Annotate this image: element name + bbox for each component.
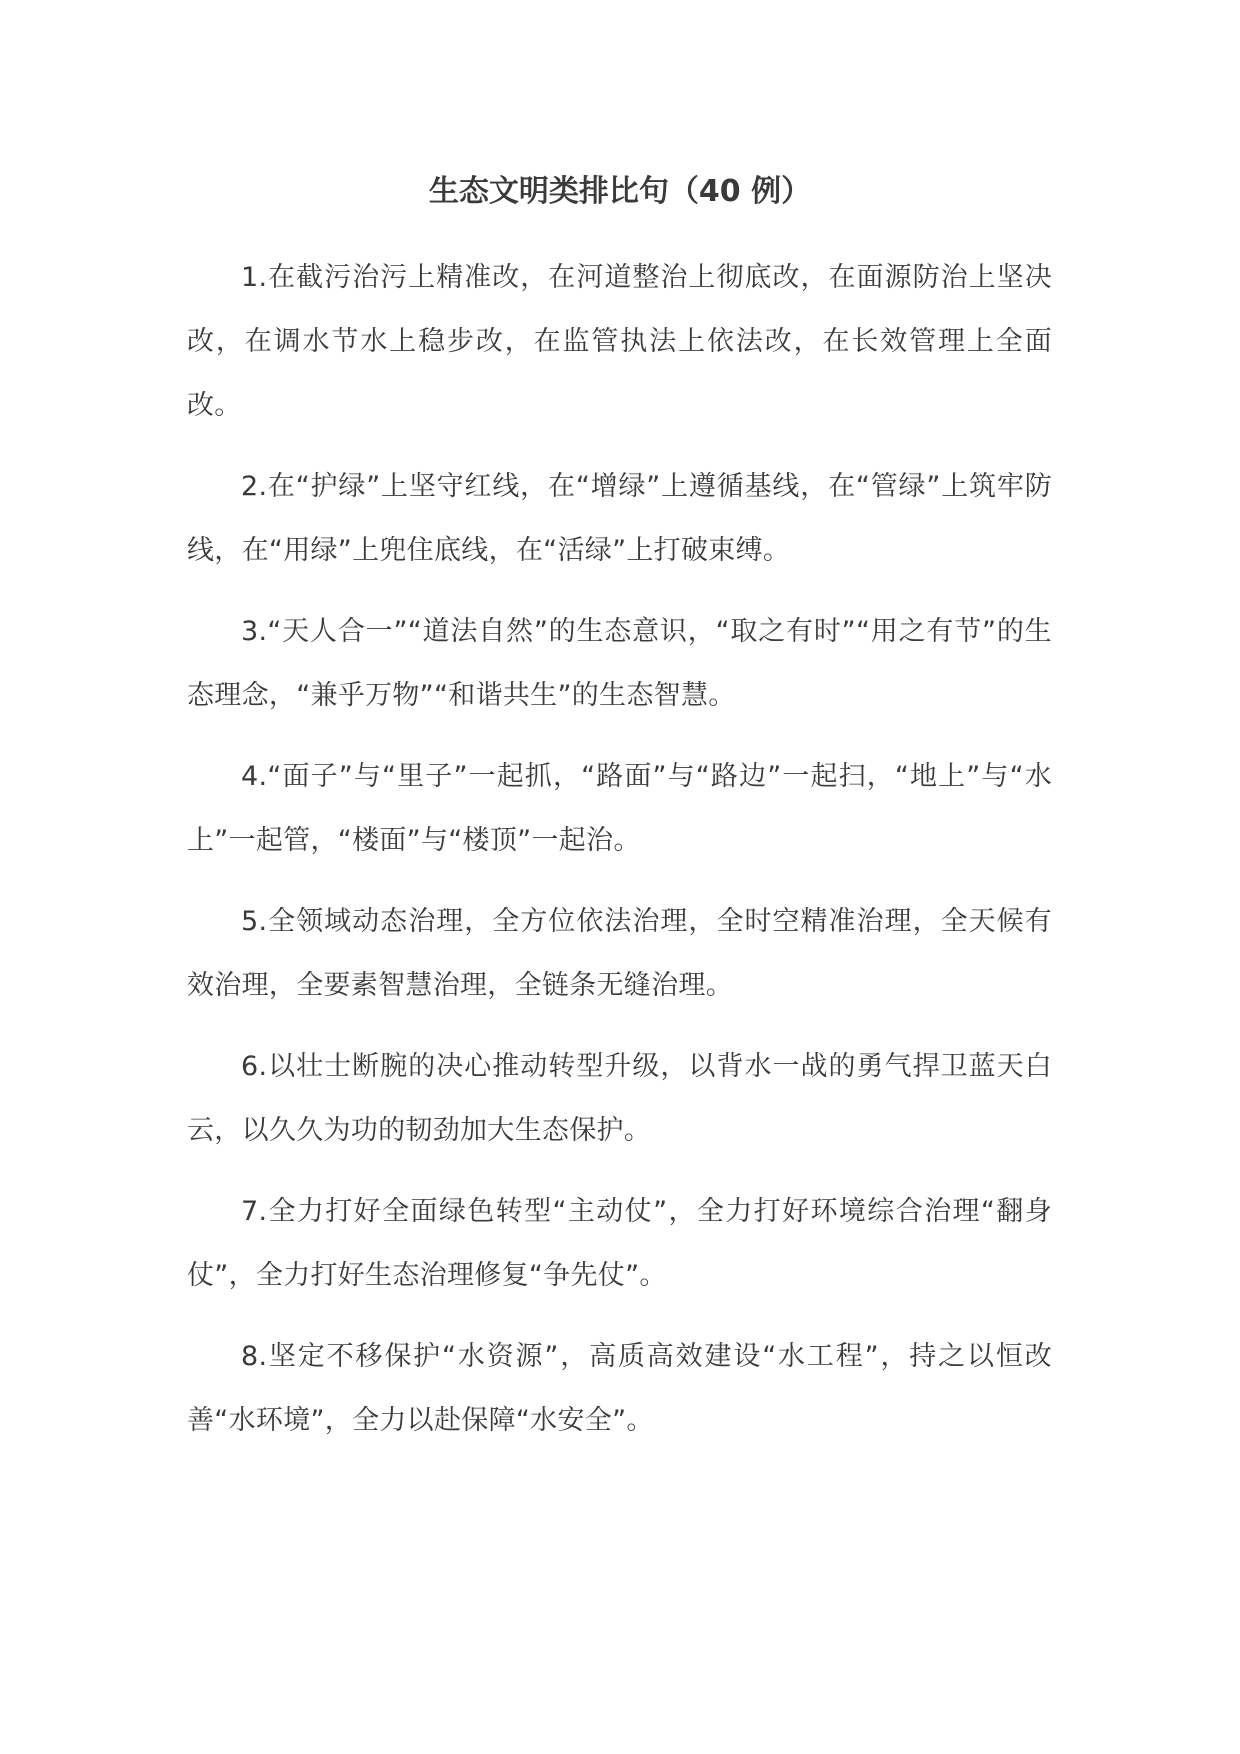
document-body — [187, 246, 1052, 1470]
paragraph-5: 5.全领域动态治理，全方位依法治理，全时空精准治理，全天候有效治理，全要素智慧治理，全链条无缝治理。 — [187, 906, 1052, 1001]
paragraph-6: 6.以壮士断腕的决心推动转型升级，以背水一战的勇气捍卫蓝天白云，以久久为功的韧劲加大生态保护。 — [187, 1051, 1052, 1146]
paragraph-4: 4.“面子”与“里子”一起抓，“路面”与“路边”一起扫，“地上”与“水上”一起管，“楼面”与“楼顶”一起治。 — [187, 761, 1052, 856]
paragraph-1: 1.在截污治污上精准改，在河道整治上彻底改，在面源防治上坚决改，在调水节水上稳步改，在监管执法上依法改，在长效管理上全面改。 — [187, 262, 1052, 421]
paragraph-8: 8.坚定不移保护“水资源”，高质高效建设“水工程”，持之以恒改善“水环境”，全力以赴保障“水安全”。 — [187, 1341, 1052, 1436]
document-title: 生态文明类排比句（40 例） — [428, 174, 812, 209]
paragraph-2: 2.在“护绿”上坚守红线，在“增绿”上遵循基线，在“管绿”上筑牢防线，在“用绿”上兜住底线，在“活绿”上打破束缚。 — [187, 471, 1052, 566]
paragraph-3: 3.“天人合一”“道法自然”的生态意识，“取之有时”“用之有节”的生态理念，“兼乎万物”“和谐共生”的生态智慧。 — [187, 616, 1052, 711]
paragraph-7: 7.全力打好全面绿色转型“主动仗”，全力打好环境综合治理“翻身仗”，全力打好生态治理修复“争先仗”。 — [187, 1196, 1052, 1291]
